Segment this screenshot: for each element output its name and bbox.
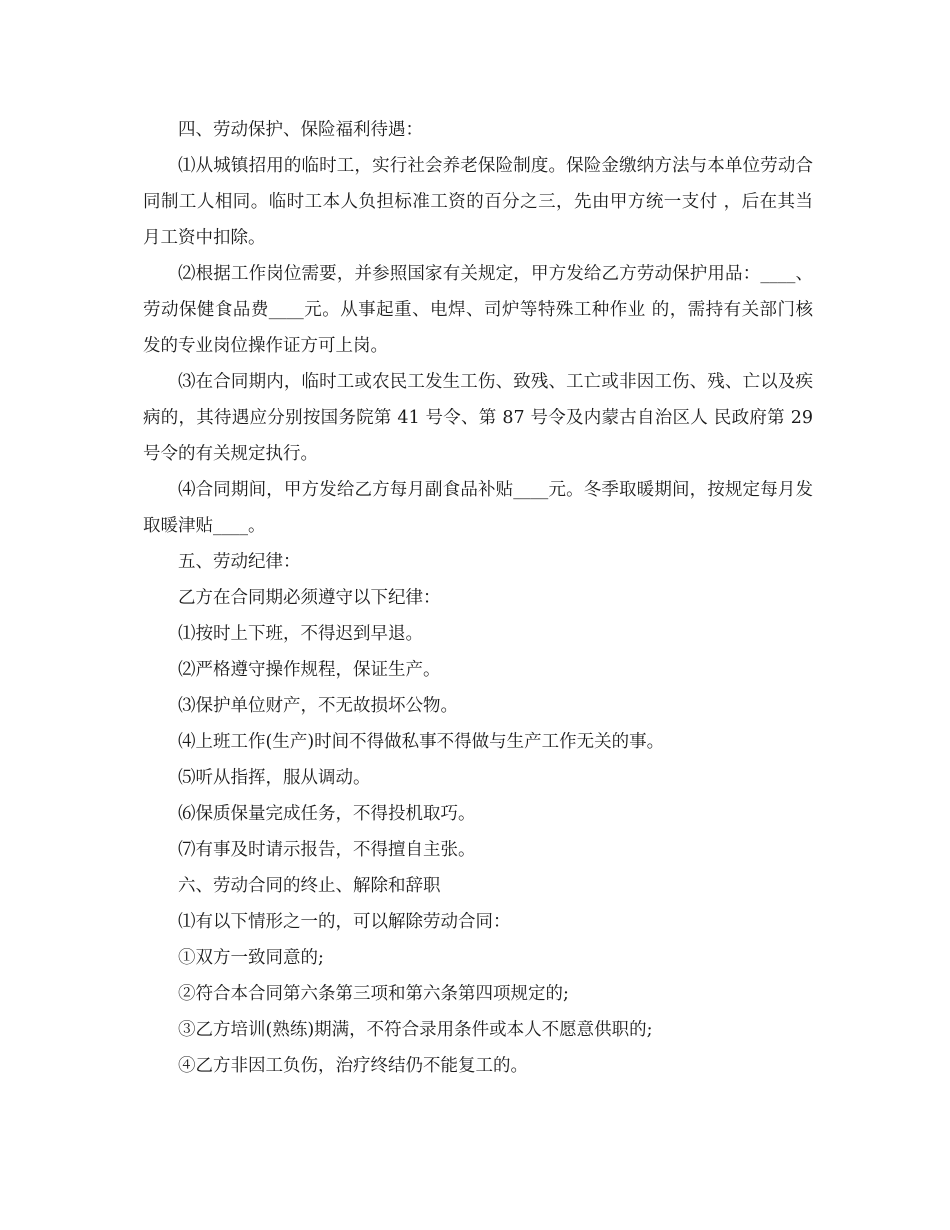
paragraph-5-intro: 乙方在合同期必须遵守以下纪律：	[178, 588, 441, 608]
list-item-6-1-a: ①双方一致同意的;	[178, 948, 324, 968]
paragraph-4-3: ⑶在合同期内，临时工或农民工发生工伤、致残、工亡或非因工伤、残、亡以及疾病的，其待遇应分别按国务院第 41 号令、第 87 号令及内蒙古自治区人 民政府第 29 号令的有关规定执行。	[143, 372, 813, 464]
list-item-5-6: ⑹保质保量完成任务，不得投机取巧。	[178, 804, 476, 824]
paragraph-4-2: ⑵根据工作岗位需要，并参照国家有关规定，甲方发给乙方劳动保护用品：____、劳动保健食品费____元。从事起重、电焊、司炉等特殊工种作业 的，需持有关部门核发的专业岗位操作证方可上岗。	[143, 264, 813, 356]
paragraph-4-1: ⑴从城镇招用的临时工，实行社会养老保险制度。保险金缴纳方法与本单位劳动合同制工人相同。临时工本人负担标准工资的百分之三，先由甲方统一支付 ，后在其当月工资中扣除。	[143, 156, 813, 248]
list-item-6-1-d: ④乙方非因工负伤，治疗终结仍不能复工的。	[178, 1056, 528, 1076]
list-item-5-1: ⑴按时上下班，不得迟到早退。	[178, 624, 423, 644]
section-heading-6: 六、劳动合同的终止、解除和辞职	[178, 876, 441, 896]
list-item-5-2: ⑵严格遵守操作规程，保证生产。	[178, 660, 441, 680]
section-heading-5: 五、劳动纪律：	[178, 552, 301, 572]
list-item-6-1-b: ②符合本合同第六条第三项和第六条第四项规定的;	[178, 984, 569, 1004]
paragraph-6-1: ⑴有以下情形之一的，可以解除劳动合同：	[178, 912, 511, 932]
paragraph-4-4: ⑷合同期间，甲方发给乙方每月副食品补贴____元。冬季取暖期间，按规定每月发取暖津贴____。	[143, 480, 813, 536]
list-item-5-4: ⑷上班工作(生产)时间不得做私事不得做与生产工作无关的事。	[178, 732, 665, 752]
list-item-5-5: ⑸听从指挥，服从调动。	[178, 768, 371, 788]
document-body	[143, 112, 813, 1084]
section-heading-4: 四、劳动保护、保险福利待遇：	[178, 120, 423, 140]
list-item-5-7: ⑺有事及时请示报告，不得擅自主张。	[178, 840, 476, 860]
list-item-5-3: ⑶保护单位财产，不无故损坏公物。	[178, 696, 458, 716]
list-item-6-1-c: ③乙方培训(熟练)期满，不符合录用条件或本人不愿意供职的;	[178, 1020, 653, 1040]
